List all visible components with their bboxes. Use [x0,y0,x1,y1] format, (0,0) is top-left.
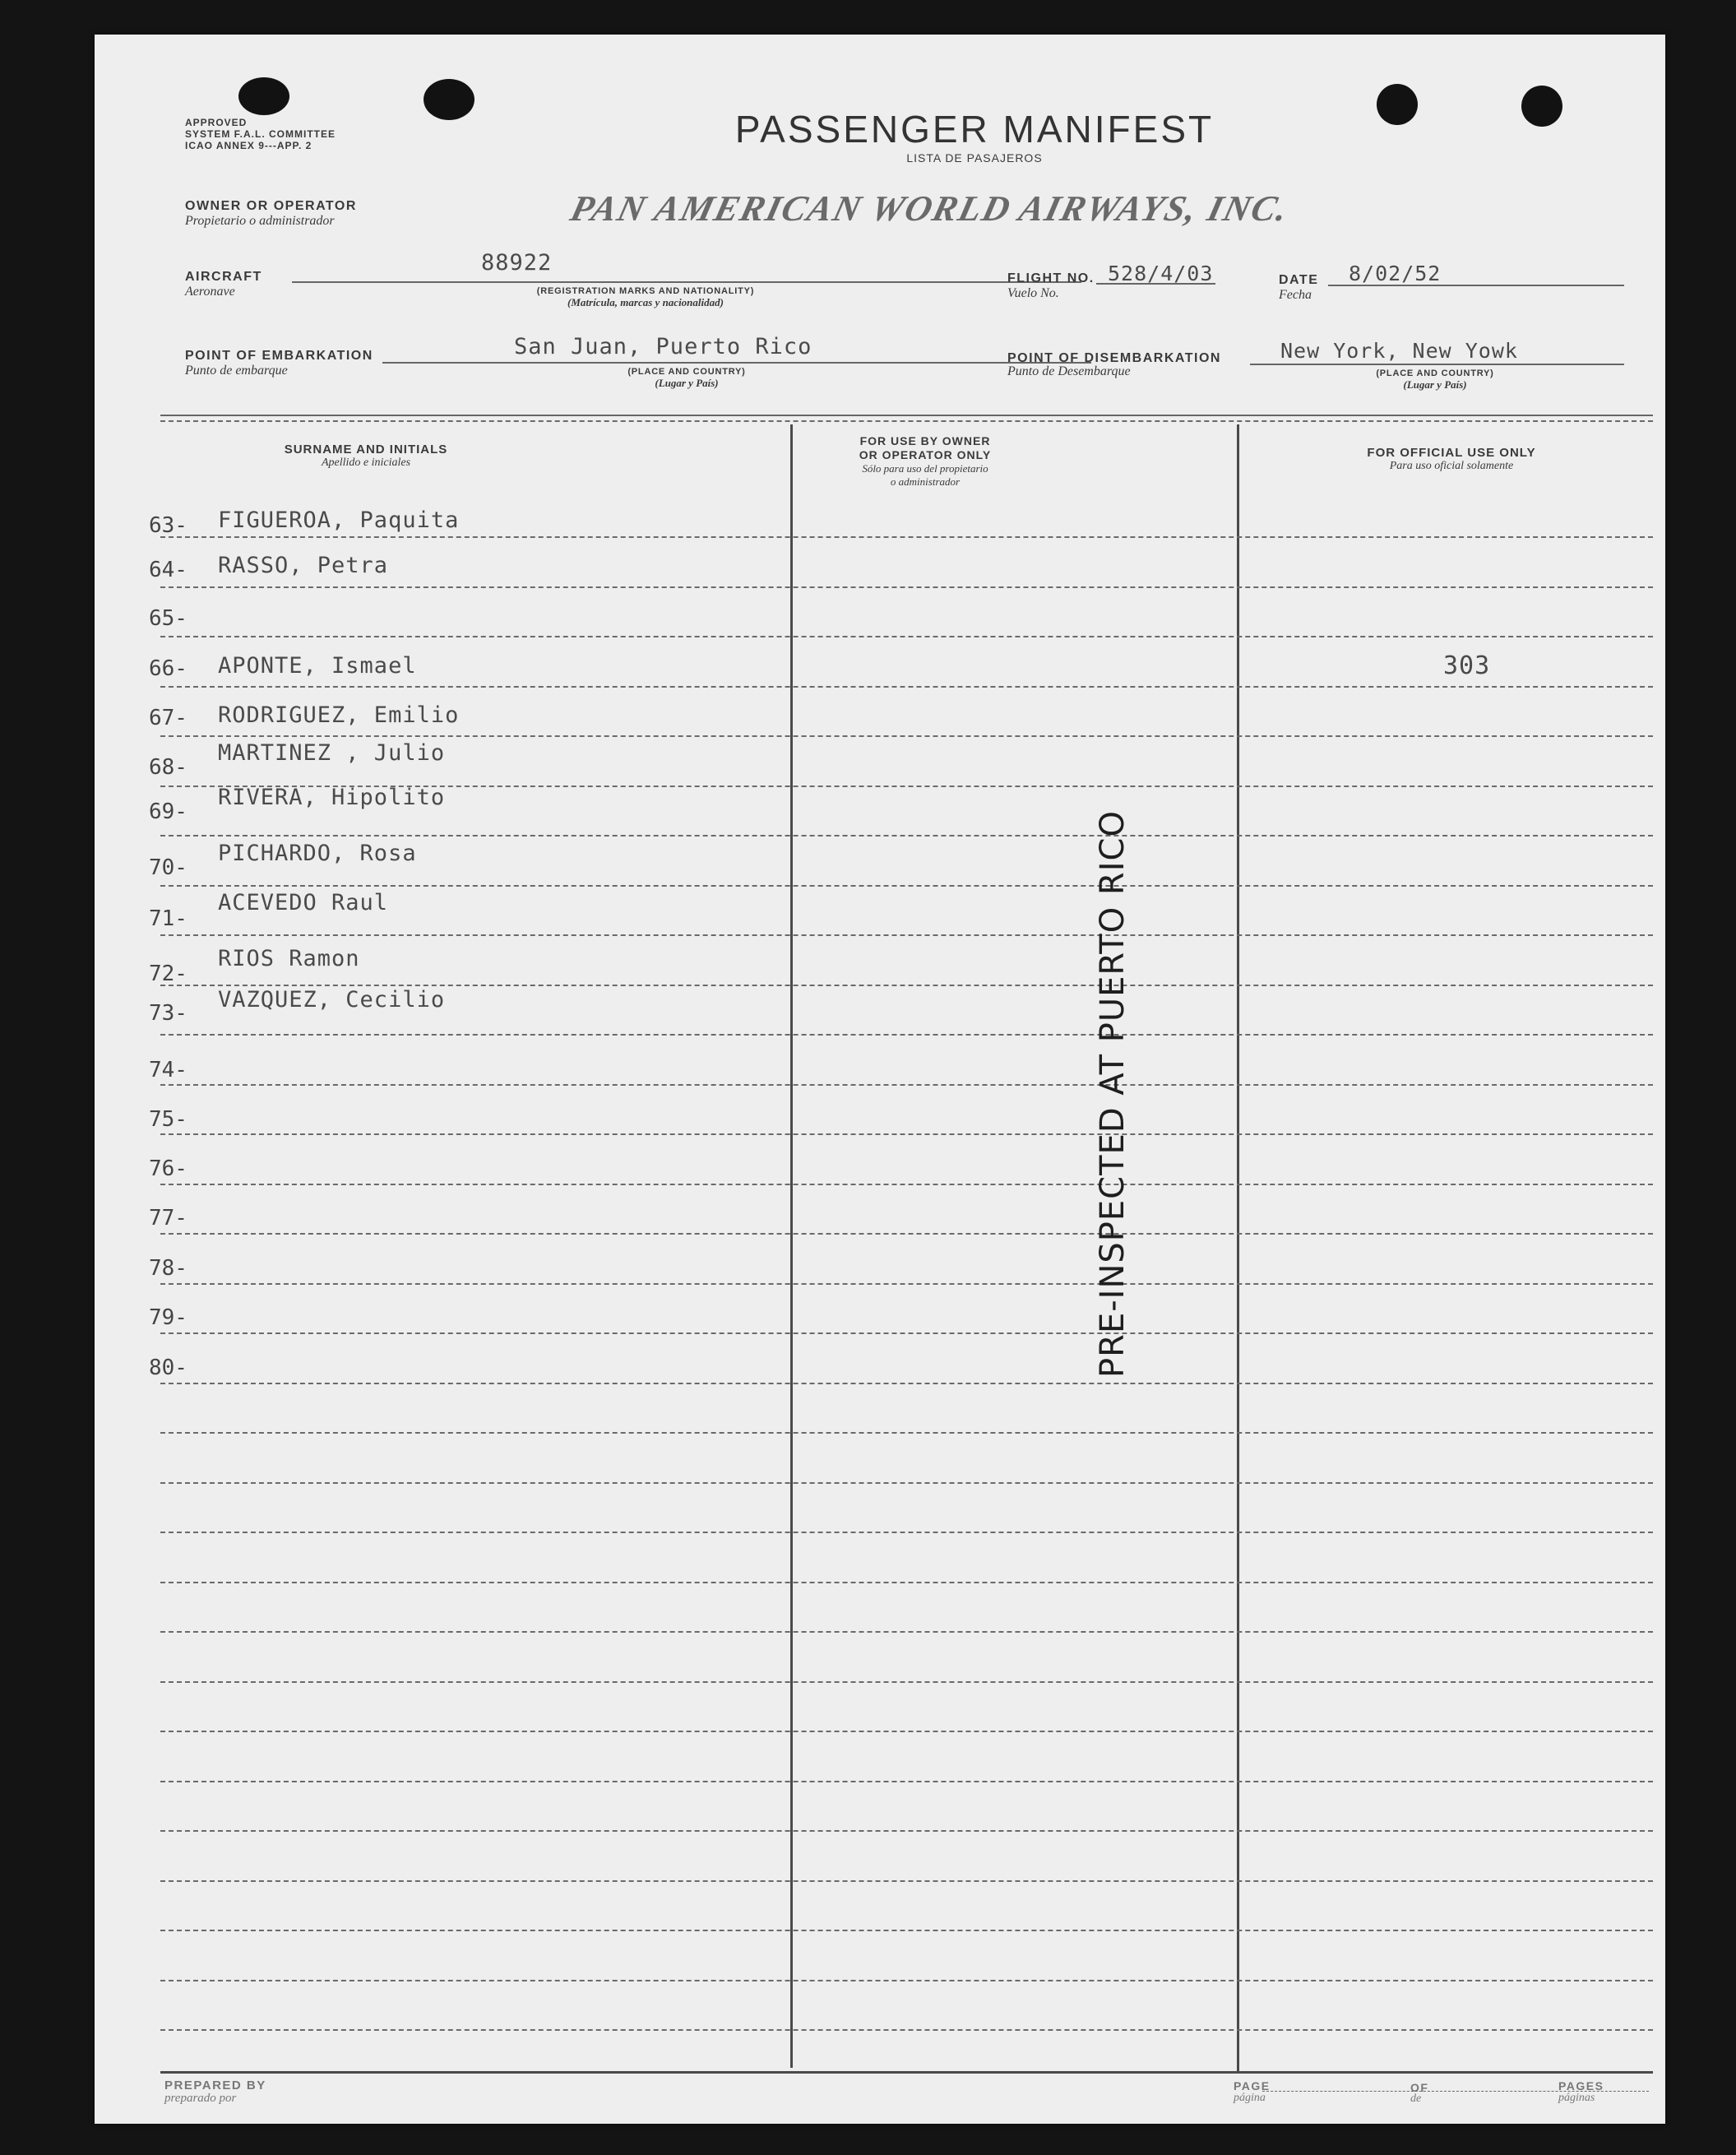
aircraft-label-es: Aeronave [185,285,235,299]
row-number: 64- [149,558,187,582]
ruled-line [160,985,1653,986]
ruled-line [160,1880,1653,1882]
punch-hole [238,77,289,115]
passenger-name: MARTINEZ , Julio [218,740,446,766]
ruled-line [160,1432,1653,1434]
owner-label-es: Propietario o administrador [185,214,335,228]
page-label: PAGE [1234,2079,1271,2092]
place-note: (PLACE AND COUNTRY) [627,367,746,377]
embarkation-value: San Juan, Puerto Rico [514,334,812,359]
row-number: 77- [149,1206,187,1230]
row-number: 72- [149,962,187,986]
ruled-line [160,1283,1653,1285]
ruled-line [160,1582,1653,1583]
row-number: 74- [149,1058,187,1082]
date-label: DATE [1279,273,1319,287]
column-header-owner [802,434,1049,489]
ruled-line [160,1980,1653,1981]
ruled-line [160,686,1653,688]
ruled-line [160,1781,1653,1782]
row-number: 67- [149,706,187,730]
row-number: 66- [149,656,187,681]
ruled-line [160,1731,1653,1732]
row-number: 71- [149,906,187,931]
ruled-line [160,1830,1653,1832]
row-number: 68- [149,755,187,780]
ruled-line [160,1184,1653,1185]
ruled-line [160,586,1653,588]
date-value: 8/02/52 [1349,262,1442,285]
row-number: 63- [149,513,187,538]
aircraft-label: AIRCRAFT [185,270,262,284]
column-header-owner-en-1: FOR USE BY OWNER [859,434,991,447]
approval-line-1: APPROVED [185,117,248,128]
column-header-surname [185,443,547,470]
pages-label-es: páginas [1558,2092,1595,2104]
ruled-line [160,536,1653,538]
column-header-owner-en-2: OR OPERATOR ONLY [859,448,992,461]
column-header-surname-en: SURNAME AND INITIALS [284,443,448,456]
column-header-official-en: FOR OFFICIAL USE ONLY [1367,446,1536,460]
passenger-name: RIOS Ramon [218,946,360,971]
registration-note: (REGISTRATION MARKS AND NATIONALITY) [536,286,755,296]
ruled-line [160,934,1653,936]
approval-line-2: SYSTEM F.A.L. COMMITTEE [185,128,336,140]
passenger-name: APONTE, Ismael [218,653,417,679]
prepared-by-label: PREPARED BY [164,2079,266,2092]
row-number: 73- [149,1001,187,1026]
place-note-2-es: (Lugar y País) [1403,378,1467,391]
ruled-line [160,1084,1653,1086]
ruled-line [160,1332,1653,1334]
approval-block [185,117,336,151]
column-header-official [1295,446,1608,473]
row-number: 78- [149,1256,187,1281]
passenger-name: PICHARDO, Rosa [218,841,417,866]
row-number: 80- [149,1356,187,1380]
punch-hole [1521,86,1562,127]
flight-label: FLIGHT NO. [1007,271,1095,285]
form-subtitle: LISTA DE PASAJEROS [906,151,1043,165]
flight-label-es: Vuelo No. [1007,286,1059,300]
page-label-es: página [1234,2092,1266,2104]
embarkation-label-es: Punto de embarque [185,364,288,378]
inspection-stamp: PRE-INSPECTED AT PUERTO RICO [1094,810,1132,1378]
ruled-line [160,1133,1653,1135]
passenger-name: RIVERA, Hipolito [218,785,446,810]
aircraft-value: 88922 [481,250,553,276]
row-number: 76- [149,1156,187,1181]
column-header-official-es: Para uso oficial solamente [1389,460,1514,472]
place-note-2: (PLACE AND COUNTRY) [1376,368,1494,378]
form-title: PASSENGER MANIFEST [734,108,1215,151]
approval-line-3: ICAO ANNEX 9---APP. 2 [185,140,312,151]
of-label: OF [1410,2081,1429,2094]
punch-hole [1377,84,1418,125]
prepared-by-label-es: preparado por [164,2092,237,2105]
of-label-es: de [1410,2092,1422,2105]
column-header-owner-es-1: Sólo para uso del propietario [862,462,988,475]
row-number: 70- [149,855,187,880]
ruled-line [160,1930,1653,1931]
row-number: 69- [149,799,187,824]
passenger-name: RODRIGUEZ, Emilio [218,702,460,728]
ruled-line [160,2029,1653,2031]
passenger-name: VAZQUEZ, Cecilio [218,987,446,1013]
ruled-line [160,1383,1653,1384]
ruled-line [160,636,1653,637]
row-number: 75- [149,1107,187,1132]
official-use-value: 303 [1443,651,1491,680]
manifest-sheet [95,35,1665,2124]
disembarkation-label-es: Punto de Desembarque [1007,364,1131,378]
column-header-surname-es: Apellido e iniciales [321,456,411,469]
ruled-line [160,1532,1653,1533]
ruled-line [160,1482,1653,1484]
disembarkation-label: POINT OF DISEMBARKATION [1007,351,1221,365]
ruled-line [160,1233,1653,1235]
ruled-line [160,1681,1653,1683]
operator-name: PAN AMERICAN WORLD AIRWAYS, INC. [566,188,1294,229]
ruled-line [160,1034,1653,1036]
punch-hole [424,79,475,120]
date-label-es: Fecha [1279,288,1312,302]
owner-label: OWNER OR OPERATOR [185,199,357,213]
row-number: 79- [149,1305,187,1330]
passenger-name: FIGUEROA, Paquita [218,507,460,533]
disembarkation-value: New York, New Yowk [1280,339,1518,363]
ruled-line [160,885,1653,887]
row-number: 65- [149,606,187,631]
column-header-owner-es-2: o administrador [890,475,961,488]
passenger-name: ACEVEDO Raul [218,890,389,915]
pages-label: PAGES [1558,2079,1604,2092]
embarkation-label: POINT OF EMBARKATION [185,349,373,363]
ruled-line [160,835,1653,837]
place-note-es: (Lugar y País) [655,377,719,389]
ruled-line [160,1631,1653,1633]
ruled-line [160,735,1653,737]
flight-value: 528/4/03 [1108,262,1214,285]
registration-note-es: (Matrícula, marcas y nacionalidad) [567,296,724,308]
passenger-name: RASSO, Petra [218,553,389,578]
